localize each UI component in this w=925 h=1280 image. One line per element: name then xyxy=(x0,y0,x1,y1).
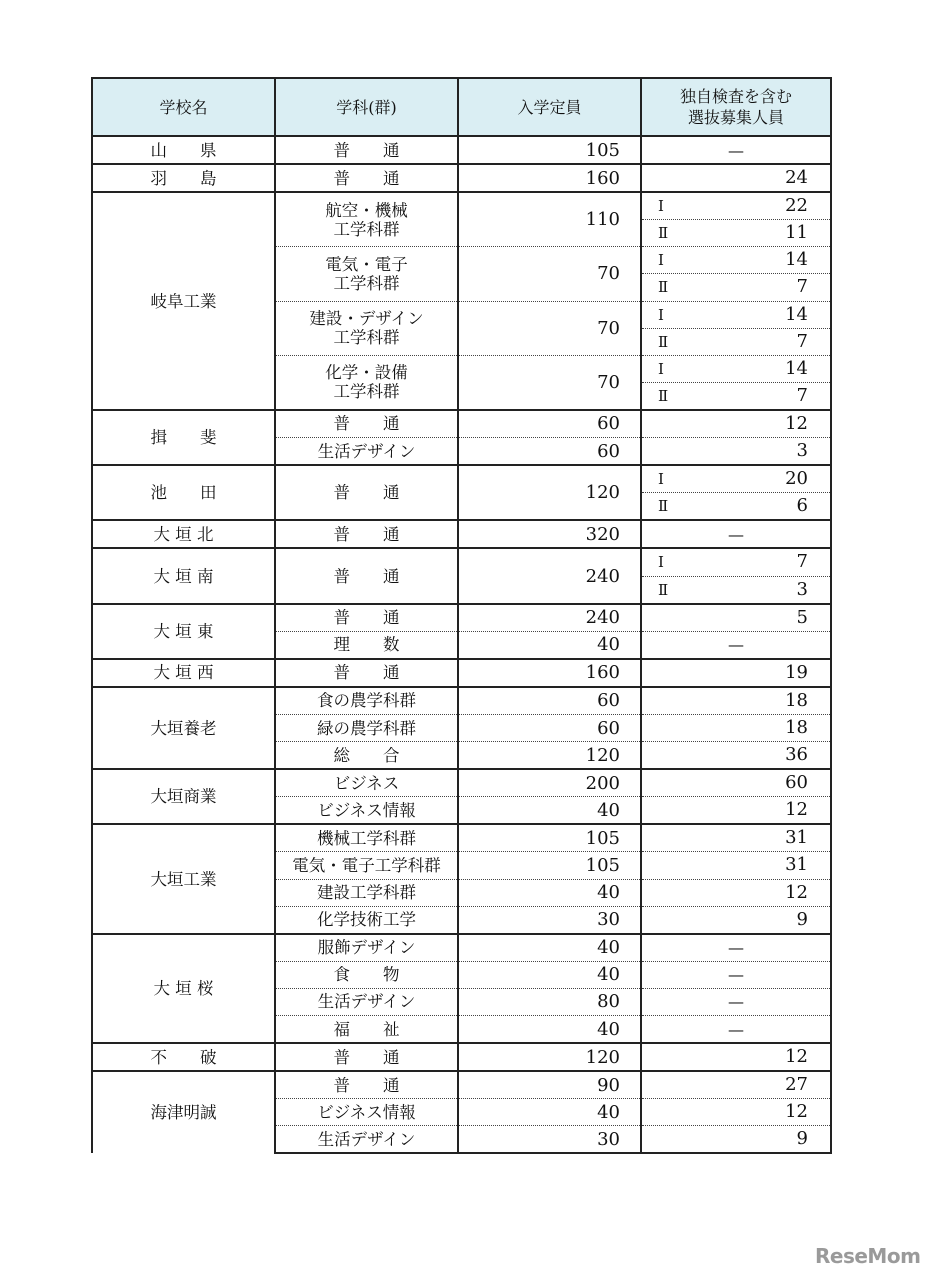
selection-cell xyxy=(641,164,831,192)
selection-count: 14 xyxy=(785,357,808,379)
selection-count: 31 xyxy=(785,827,808,849)
department-name: ビジネス情報 xyxy=(275,1099,458,1126)
school-name: 揖 斐 xyxy=(92,410,275,465)
department-name: ビジネス xyxy=(275,769,458,797)
selection-count: 11 xyxy=(785,222,808,244)
capacity-value: 40 xyxy=(458,961,641,988)
school-name: 岐阜工業 xyxy=(92,192,275,410)
table-row xyxy=(92,934,831,962)
table-row xyxy=(92,824,831,852)
selection-cell xyxy=(641,520,831,548)
selection-cell xyxy=(641,1071,831,1099)
no-selection-dash: — xyxy=(728,1019,744,1039)
selection-count: 24 xyxy=(785,167,808,189)
capacity-value: 200 xyxy=(458,769,641,797)
selection-round-label: Ⅱ xyxy=(658,332,669,351)
department-name: 化学技術工学 xyxy=(275,906,458,934)
selection-round-label: Ⅱ xyxy=(658,224,669,243)
capacity-value: 160 xyxy=(458,659,641,687)
selection-cell xyxy=(641,687,831,715)
selection-count: 18 xyxy=(785,716,808,738)
selection-cell xyxy=(641,328,831,355)
selection-count: 22 xyxy=(785,195,808,217)
department-name: 食 物 xyxy=(275,961,458,988)
selection-cell xyxy=(641,961,831,988)
no-selection-dash: — xyxy=(728,992,744,1012)
department-name: 電気・電子 工学科群 xyxy=(275,247,458,301)
selection-count: 7 xyxy=(796,384,808,406)
capacity-value: 105 xyxy=(458,852,641,879)
school-name: 池 田 xyxy=(92,465,275,520)
department-name: 建設工学科群 xyxy=(275,879,458,906)
admission-table xyxy=(91,77,832,1154)
capacity-value: 80 xyxy=(458,988,641,1015)
school-name: 大 垣 桜 xyxy=(92,934,275,1043)
selection-cell xyxy=(641,1043,831,1071)
capacity-value: 105 xyxy=(458,824,641,852)
selection-cell xyxy=(641,742,831,770)
selection-count: 12 xyxy=(785,1101,808,1123)
selection-cell xyxy=(641,355,831,382)
selection-count: 27 xyxy=(785,1074,808,1096)
selection-round-label: Ⅱ xyxy=(658,497,669,516)
header-department: 学科(群) xyxy=(275,78,458,136)
capacity-value: 120 xyxy=(458,465,641,520)
no-selection-dash: — xyxy=(728,965,744,985)
department-name: ビジネス情報 xyxy=(275,797,458,825)
selection-cell xyxy=(641,988,831,1015)
selection-cell xyxy=(641,410,831,438)
capacity-value: 30 xyxy=(458,906,641,934)
capacity-value: 320 xyxy=(458,520,641,548)
capacity-value: 70 xyxy=(458,301,641,355)
selection-cell xyxy=(641,1126,831,1154)
department-name: 航空・機械 工学科群 xyxy=(275,192,458,247)
capacity-value: 40 xyxy=(458,797,641,825)
department-name: 服飾デザイン xyxy=(275,934,458,962)
header-capacity: 入学定員 xyxy=(458,78,641,136)
table-row xyxy=(92,410,831,438)
department-name: 食の農学科群 xyxy=(275,687,458,715)
capacity-value: 60 xyxy=(458,410,641,438)
table-row xyxy=(92,465,831,493)
table-row xyxy=(92,548,831,576)
school-name: 大 垣 南 xyxy=(92,548,275,603)
selection-cell xyxy=(641,659,831,687)
selection-cell xyxy=(641,576,831,604)
capacity-value: 70 xyxy=(458,355,641,410)
header-selection: 独自検査を含む 選抜募集人員 xyxy=(641,78,831,136)
table-body xyxy=(92,136,831,1153)
selection-count: 5 xyxy=(796,606,808,628)
capacity-value: 105 xyxy=(458,136,641,164)
selection-count: 7 xyxy=(796,276,808,298)
selection-round-label: Ⅰ xyxy=(658,251,664,270)
department-name: 普 通 xyxy=(275,136,458,164)
school-name: 不 破 xyxy=(92,1043,275,1071)
selection-cell xyxy=(641,136,831,164)
selection-cell xyxy=(641,714,831,741)
school-name: 大 垣 北 xyxy=(92,520,275,548)
selection-count: 19 xyxy=(785,661,808,683)
selection-round-label: Ⅰ xyxy=(658,553,664,572)
selection-cell xyxy=(641,247,831,274)
selection-cell xyxy=(641,192,831,220)
department-name: 普 通 xyxy=(275,659,458,687)
selection-count: 18 xyxy=(785,689,808,711)
selection-cell xyxy=(641,824,831,852)
capacity-value: 40 xyxy=(458,879,641,906)
selection-cell xyxy=(641,906,831,934)
department-name: 福 祉 xyxy=(275,1016,458,1044)
selection-cell xyxy=(641,493,831,521)
department-name: 普 通 xyxy=(275,164,458,192)
school-name: 大 垣 西 xyxy=(92,659,275,687)
capacity-value: 30 xyxy=(458,1126,641,1154)
table-row xyxy=(92,769,831,797)
school-name: 大垣商業 xyxy=(92,769,275,824)
school-name: 大垣養老 xyxy=(92,687,275,769)
school-name: 大 垣 東 xyxy=(92,604,275,659)
selection-round-label: Ⅰ xyxy=(658,470,664,489)
capacity-value: 70 xyxy=(458,247,641,301)
capacity-value: 60 xyxy=(458,687,641,715)
selection-round-label: Ⅱ xyxy=(658,386,669,405)
department-name: 緑の農学科群 xyxy=(275,714,458,741)
no-selection-dash: — xyxy=(728,140,744,160)
capacity-value: 160 xyxy=(458,164,641,192)
selection-count: 36 xyxy=(785,744,808,766)
school-name: 山 県 xyxy=(92,136,275,164)
department-name: 普 通 xyxy=(275,410,458,438)
department-name: 普 通 xyxy=(275,465,458,520)
selection-round-label: Ⅰ xyxy=(658,197,664,216)
department-name: 普 通 xyxy=(275,548,458,603)
department-name: 普 通 xyxy=(275,520,458,548)
school-name: 大垣工業 xyxy=(92,824,275,933)
selection-cell xyxy=(641,769,831,797)
selection-round-label: Ⅰ xyxy=(658,359,664,378)
selection-count: 6 xyxy=(796,495,808,517)
selection-count: 9 xyxy=(796,908,808,930)
selection-cell xyxy=(641,220,831,247)
selection-round-label: Ⅰ xyxy=(658,305,664,324)
no-selection-dash: — xyxy=(728,635,744,655)
selection-cell xyxy=(641,1016,831,1044)
table-row xyxy=(92,520,831,548)
department-name: 電気・電子工学科群 xyxy=(275,852,458,879)
department-name: 化学・設備 工学科群 xyxy=(275,355,458,410)
school-name: 海津明誠 xyxy=(92,1071,275,1153)
selection-cell xyxy=(641,604,831,632)
table-row xyxy=(92,659,831,687)
department-name: 普 通 xyxy=(275,1043,458,1071)
selection-cell xyxy=(641,852,831,879)
selection-count: 7 xyxy=(796,330,808,352)
department-name: 普 通 xyxy=(275,1071,458,1099)
capacity-value: 240 xyxy=(458,604,641,632)
selection-count: 3 xyxy=(796,440,808,462)
department-name: 生活デザイン xyxy=(275,988,458,1015)
selection-count: 12 xyxy=(785,1046,808,1068)
selection-cell xyxy=(641,879,831,906)
table-row xyxy=(92,164,831,192)
department-name: 生活デザイン xyxy=(275,438,458,466)
no-selection-dash: — xyxy=(728,938,744,958)
capacity-value: 60 xyxy=(458,438,641,466)
capacity-value: 40 xyxy=(458,1016,641,1044)
department-name: 機械工学科群 xyxy=(275,824,458,852)
selection-count: 60 xyxy=(785,772,808,794)
capacity-value: 40 xyxy=(458,1099,641,1126)
school-name: 羽 島 xyxy=(92,164,275,192)
capacity-value: 110 xyxy=(458,192,641,247)
capacity-value: 40 xyxy=(458,934,641,962)
selection-count: 31 xyxy=(785,854,808,876)
capacity-value: 120 xyxy=(458,1043,641,1071)
table-row xyxy=(92,136,831,164)
selection-cell xyxy=(641,438,831,466)
selection-cell xyxy=(641,274,831,301)
selection-count: 14 xyxy=(785,249,808,271)
selection-cell xyxy=(641,631,831,659)
selection-cell xyxy=(641,548,831,576)
capacity-value: 40 xyxy=(458,631,641,659)
department-name: 普 通 xyxy=(275,604,458,632)
selection-cell xyxy=(641,1099,831,1126)
selection-count: 7 xyxy=(796,551,808,573)
table-row xyxy=(92,604,831,632)
resemom-watermark: ReseMom xyxy=(815,1244,921,1268)
selection-cell xyxy=(641,382,831,410)
department-name: 建設・デザイン 工学科群 xyxy=(275,301,458,355)
selection-cell xyxy=(641,465,831,493)
department-name: 総 合 xyxy=(275,742,458,770)
capacity-value: 120 xyxy=(458,742,641,770)
selection-count: 12 xyxy=(785,412,808,434)
selection-cell xyxy=(641,797,831,825)
selection-count: 12 xyxy=(785,799,808,821)
header-school: 学校名 xyxy=(92,78,275,136)
selection-cell xyxy=(641,934,831,962)
table-row xyxy=(92,1071,831,1099)
selection-count: 14 xyxy=(785,303,808,325)
table-row xyxy=(92,1043,831,1071)
table-row xyxy=(92,687,831,715)
capacity-value: 240 xyxy=(458,548,641,603)
selection-count: 9 xyxy=(796,1128,808,1150)
selection-round-label: Ⅱ xyxy=(658,278,669,297)
capacity-value: 90 xyxy=(458,1071,641,1099)
selection-round-label: Ⅱ xyxy=(658,580,669,599)
header-row xyxy=(92,78,831,136)
selection-count: 20 xyxy=(785,468,808,490)
selection-count: 12 xyxy=(785,881,808,903)
department-name: 生活デザイン xyxy=(275,1126,458,1154)
selection-count: 3 xyxy=(796,578,808,600)
department-name: 理 数 xyxy=(275,631,458,659)
table-row xyxy=(92,192,831,220)
selection-cell xyxy=(641,301,831,328)
no-selection-dash: — xyxy=(728,524,744,544)
capacity-value: 60 xyxy=(458,714,641,741)
